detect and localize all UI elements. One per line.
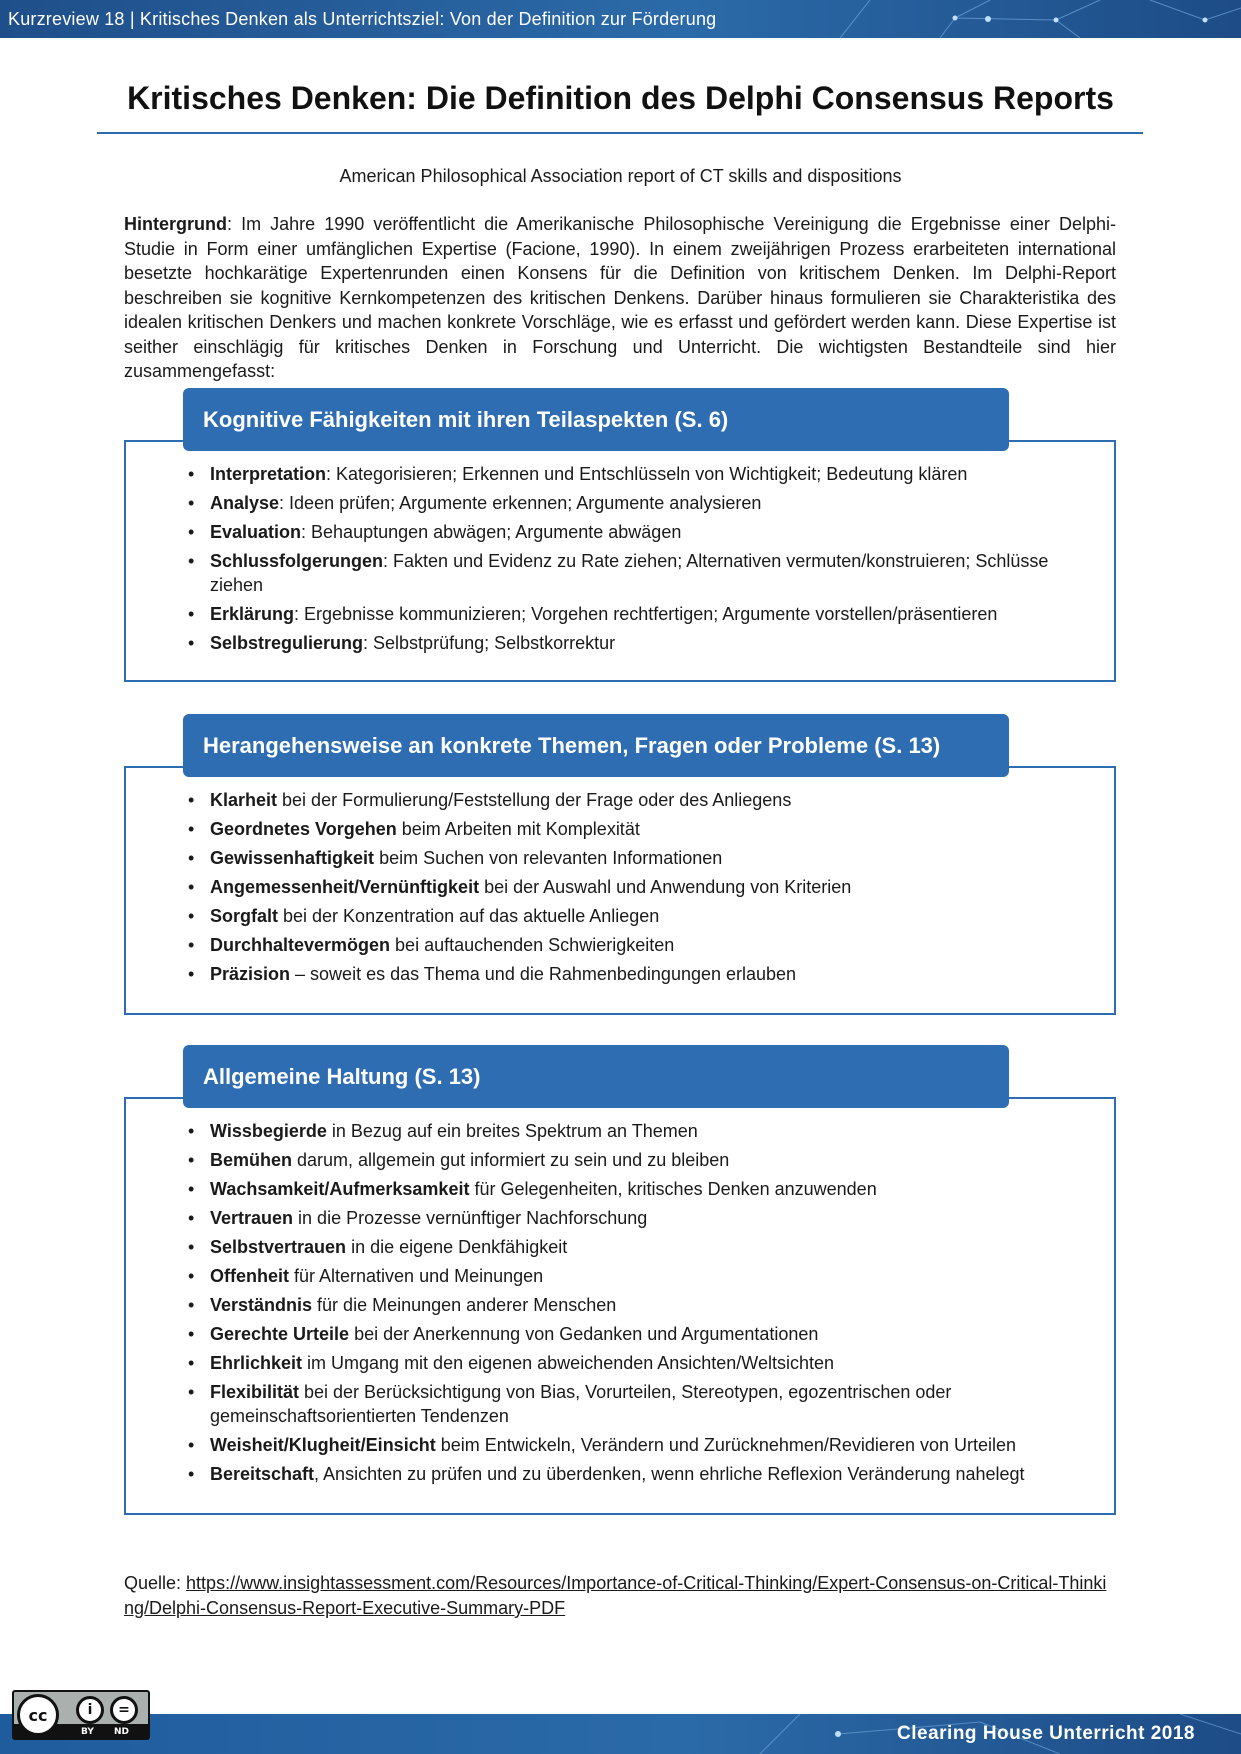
list-item	[188, 1235, 1090, 1259]
list-item	[188, 1380, 1090, 1428]
item-term: Weisheit/Klugheit/Einsicht	[210, 1435, 436, 1455]
item-term: Gerechte Urteile	[210, 1324, 350, 1344]
item-term: Durchhaltevermögen	[210, 935, 391, 955]
section-list	[188, 788, 1090, 991]
item-term: Selbstregulierung	[210, 633, 364, 653]
item-text: : Fakten und Evidenz zu Rate ziehen; Alternativen vermuten/konstruieren; Schlüsse ziehen	[210, 551, 1049, 595]
bullet-icon: •	[188, 1435, 195, 1455]
bullet-icon: •	[188, 464, 195, 484]
list-item	[188, 1293, 1090, 1317]
list-item	[188, 1119, 1090, 1143]
item-term: Bemühen	[210, 1150, 293, 1170]
item-text: : Ergebnisse kommunizieren; Vorgehen rechtfertigen; Argumente vorstellen/präsentieren	[294, 604, 998, 624]
subtitle: American Philosophical Association report of CT skills and dispositions	[339, 166, 902, 186]
item-term: Angemessenheit/Vernünftigkeit	[210, 877, 480, 897]
item-term: Gewissenhaftigkeit	[210, 848, 375, 868]
item-term: Wissbegierde	[210, 1121, 327, 1141]
list-item	[188, 1206, 1090, 1230]
intro-lead: Hintergrund	[124, 214, 227, 234]
list-item	[188, 631, 1090, 655]
list-item	[188, 602, 1090, 626]
header-bar	[0, 0, 1241, 38]
title-divider	[97, 132, 1143, 134]
section-list	[188, 1119, 1090, 1491]
item-text: , Ansichten zu prüfen und zu überdenken, wenn ehrliche Reflexion Veränderung nahelegt	[314, 1464, 1025, 1484]
item-text: für Alternativen und Meinungen	[289, 1266, 544, 1286]
list-item	[188, 1351, 1090, 1375]
list-item	[188, 875, 1090, 899]
item-term: Interpretation	[210, 464, 327, 484]
item-text: – soweit es das Thema und die Rahmenbedingungen erlauben	[290, 964, 797, 984]
cc-icon: cc	[17, 1694, 59, 1736]
bullet-icon: •	[188, 819, 195, 839]
bullet-icon: •	[188, 1295, 195, 1315]
header-text: Kurzreview 18 | Kritisches Denken als Unterrichtsziel: Von der Definition zur Förderung	[8, 9, 717, 29]
section-box-approach	[124, 766, 1116, 1015]
item-text: in Bezug auf ein breites Spektrum an Themen	[326, 1121, 698, 1141]
footer-text: Clearing House Unterricht 2018	[897, 1723, 1195, 1744]
bullet-icon: •	[188, 790, 195, 810]
item-term: Erklärung	[210, 604, 295, 624]
item-text: bei der Berücksichtigung von Bias, Vorurteilen, Stereotypen, egozentrischen oder gemeinschaftsorientierten Tendenzen	[210, 1382, 952, 1426]
item-text: bei der Konzentration auf das aktuelle Anliegen	[278, 906, 660, 926]
list-item	[188, 520, 1090, 544]
bullet-icon: •	[188, 906, 195, 926]
bullet-icon: •	[188, 1382, 195, 1402]
intro-text: : Im Jahre 1990 veröffentlicht die Amerikanische Philosophische Vereinigung die Ergebnisse einer Delphi-Studie in Form einer umfänglichen Expertise (Facione, 1990). In einem zweijährigen Prozess erarbeiteten international besetzte hochkarätige Expertenrunden einen Konsens für die Definition von kritischem Denken. Im Delphi-Report beschreiben sie kognitive Kernkompetenzen des kritischen Denkens. Darüber hinaus formulieren sie Charakteristika des idealen kritischen Denkers und machen konkrete Vorschläge, wie es erfasst und gefördert werden kann. Diese Expertise ist seither einschlägig für kritisches Denken in Forschung und Unterricht. Die wichtigsten Bestandteile sind hier zusammengefasst:	[124, 214, 1116, 381]
item-term: Präzision	[210, 964, 291, 984]
item-term: Wachsamkeit/Aufmerksamkeit	[210, 1179, 470, 1199]
section-heading-approach: Herangehensweise an konkrete Themen, Fragen oder Probleme (S. 13)	[183, 714, 1009, 777]
item-term: Schlussfolgerungen	[210, 551, 384, 571]
bullet-icon: •	[188, 1121, 195, 1141]
section-heading-cognitive-skills: Kognitive Fähigkeiten mit ihren Teilaspekten (S. 6)	[183, 388, 1009, 451]
item-term: Analyse	[210, 493, 280, 513]
no-derivatives-icon: =	[110, 1696, 138, 1724]
item-text: : Ideen prüfen; Argumente erkennen; Argumente analysieren	[279, 493, 762, 513]
source-citation	[124, 1571, 1116, 1621]
bullet-icon: •	[188, 493, 195, 513]
bullet-icon: •	[188, 935, 195, 955]
item-term: Sorgfalt	[210, 906, 279, 926]
attribution-icon: i	[76, 1696, 104, 1724]
item-text: in die eigene Denkfähigkeit	[346, 1237, 568, 1257]
item-text: für die Meinungen anderer Menschen	[312, 1295, 617, 1315]
list-item	[188, 1264, 1090, 1288]
source-link[interactable]: https://www.insightassessment.com/Resources/Importance-of-Critical-Thinking/Expert-Consensus-on-Critical-Thinking/Delphi-Consensus-Report-Executive-Summary-PDF	[124, 1573, 1107, 1618]
list-item	[188, 904, 1090, 928]
section-box-cognitive-skills	[124, 440, 1116, 682]
page-title: Kritisches Denken: Die Definition des Delphi Consensus Reports	[127, 80, 1114, 116]
item-term: Klarheit	[210, 790, 278, 810]
bullet-icon: •	[188, 1150, 195, 1170]
item-term: Ehrlichkeit	[210, 1353, 303, 1373]
section-list	[188, 462, 1090, 660]
bullet-icon: •	[188, 1179, 195, 1199]
item-term: Flexibilität	[210, 1382, 300, 1402]
item-text: bei der Auswahl und Anwendung von Kriterien	[479, 877, 852, 897]
item-term: Geordnetes Vorgehen	[210, 819, 397, 839]
item-text: im Umgang mit den eigenen abweichenden Ansichten/Weltsichten	[302, 1353, 835, 1373]
bullet-icon: •	[188, 848, 195, 868]
list-item	[188, 1433, 1090, 1457]
nd-label: ND	[114, 1727, 130, 1737]
bullet-icon: •	[188, 1237, 195, 1257]
bullet-icon: •	[188, 522, 195, 542]
item-text: : Kategorisieren; Erkennen und Entschlüsseln von Wichtigkeit; Bedeutung klären	[326, 464, 968, 484]
bullet-icon: •	[188, 1208, 195, 1228]
list-item	[188, 462, 1090, 486]
list-item	[188, 549, 1090, 597]
item-text: beim Suchen von relevanten Informationen	[374, 848, 723, 868]
item-text: : Selbstprüfung; Selbstkorrektur	[363, 633, 616, 653]
list-item	[188, 1462, 1090, 1486]
item-text: beim Entwickeln, Verändern und Zurücknehmen/Revidieren von Urteilen	[435, 1435, 1017, 1455]
item-text: darum, allgemein gut informiert zu sein und zu bleiben	[292, 1150, 730, 1170]
section-heading-general-attitude: Allgemeine Haltung (S. 13)	[183, 1045, 1009, 1108]
bullet-icon: •	[188, 1464, 195, 1484]
source-label: Quelle:	[124, 1573, 187, 1593]
footer-bar	[0, 1714, 1241, 1754]
cc-license-badge[interactable]	[12, 1690, 150, 1740]
bullet-icon: •	[188, 633, 195, 653]
by-label: BY	[81, 1727, 94, 1737]
bullet-icon: •	[188, 1353, 195, 1373]
list-item	[188, 1148, 1090, 1172]
item-text: für Gelegenheiten, kritisches Denken anzuwenden	[469, 1179, 877, 1199]
item-term: Evaluation	[210, 522, 302, 542]
list-item	[188, 962, 1090, 986]
item-text: bei der Anerkennung von Gedanken und Argumentationen	[349, 1324, 819, 1344]
bullet-icon: •	[188, 1266, 195, 1286]
bullet-icon: •	[188, 877, 195, 897]
list-item	[188, 933, 1090, 957]
list-item	[188, 817, 1090, 841]
item-term: Vertrauen	[210, 1208, 294, 1228]
intro-paragraph	[124, 212, 1116, 384]
item-text: bei auftauchenden Schwierigkeiten	[390, 935, 675, 955]
bullet-icon: •	[188, 964, 195, 984]
item-term: Bereitschaft	[210, 1464, 315, 1484]
list-item	[188, 491, 1090, 515]
item-term: Verständnis	[210, 1295, 313, 1315]
item-term: Selbstvertrauen	[210, 1237, 347, 1257]
list-item	[188, 1177, 1090, 1201]
item-text: in die Prozesse vernünftiger Nachforschung	[293, 1208, 648, 1228]
item-term: Offenheit	[210, 1266, 289, 1286]
bullet-icon: •	[188, 551, 195, 571]
item-text: beim Arbeiten mit Komplexität	[396, 819, 640, 839]
list-item	[188, 1322, 1090, 1346]
list-item	[188, 788, 1090, 812]
bullet-icon: •	[188, 1324, 195, 1344]
section-box-general-attitude	[124, 1097, 1116, 1515]
item-text: bei der Formulierung/Feststellung der Frage oder des Anliegens	[277, 790, 792, 810]
item-text: : Behauptungen abwägen; Argumente abwägen	[301, 522, 682, 542]
list-item	[188, 846, 1090, 870]
bullet-icon: •	[188, 604, 195, 624]
